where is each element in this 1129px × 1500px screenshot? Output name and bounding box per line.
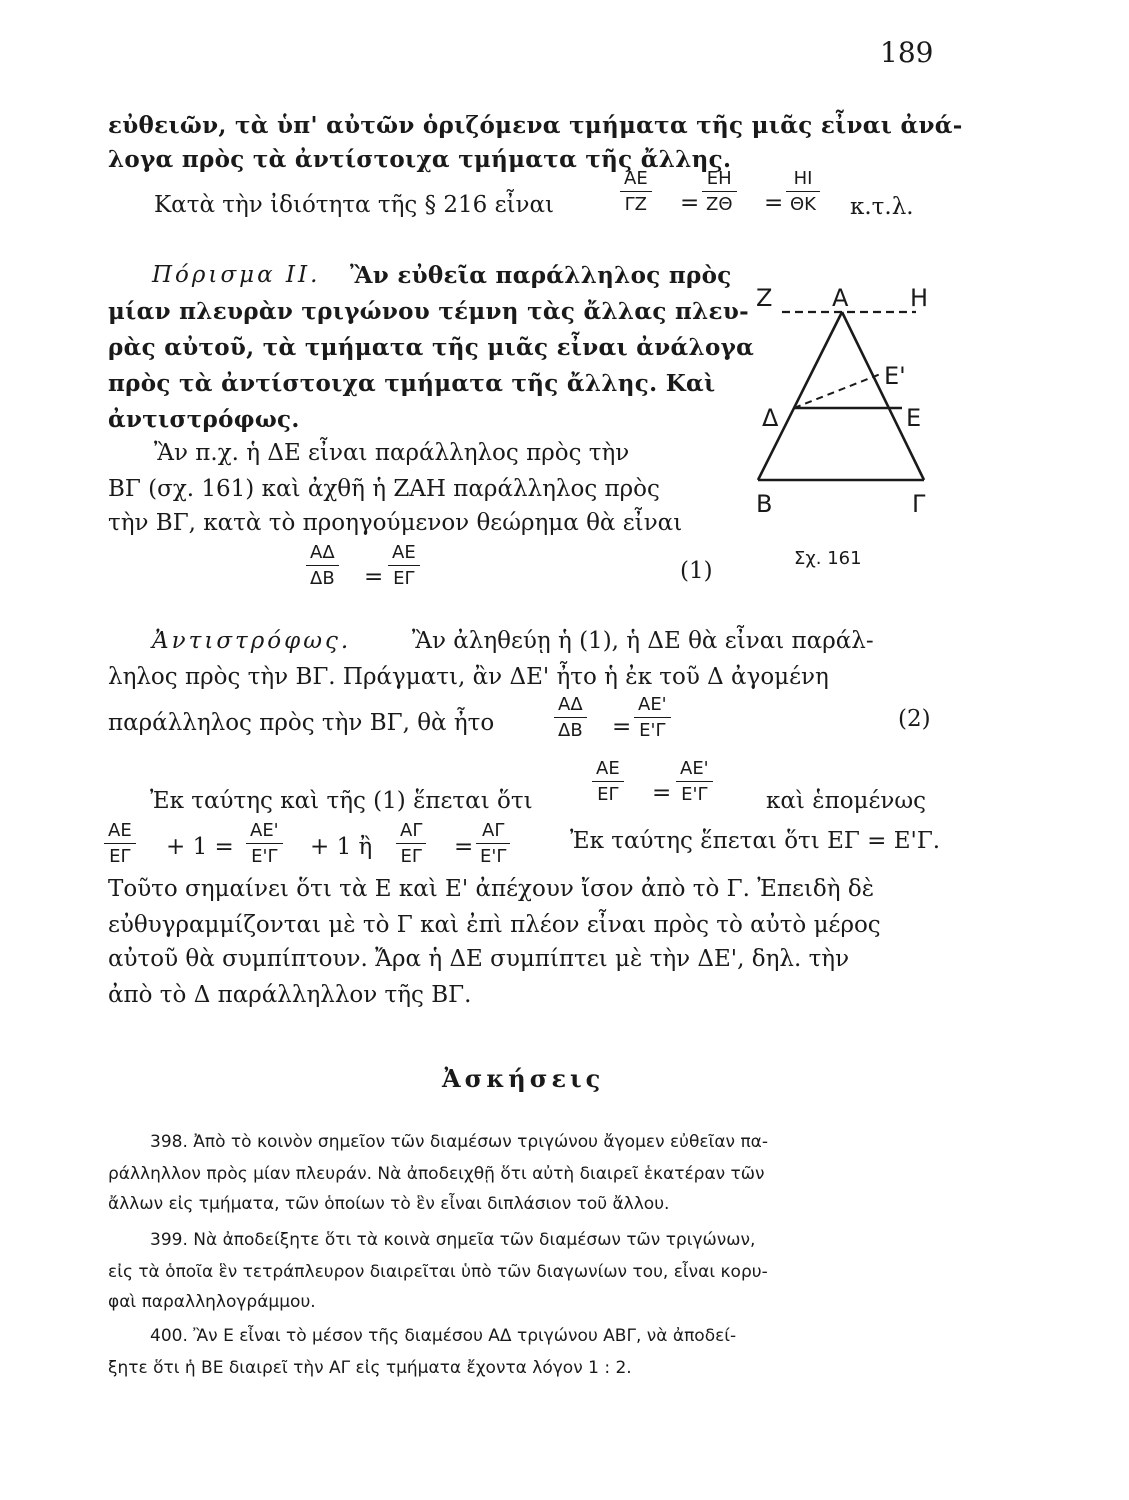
equals-sign: = bbox=[652, 780, 672, 806]
text-line: ἀπὸ τὸ Δ παράλληλλον τῆς ΒΓ. bbox=[108, 982, 472, 1008]
equation-number: (2) bbox=[898, 706, 931, 732]
point-label: Α bbox=[832, 284, 849, 312]
text-line: κ.τ.λ. bbox=[850, 194, 914, 220]
text-line: ρὰς αὐτοῦ, τὰ τμήματα τῆς μιᾶς εἶναι ἀνάλογα bbox=[108, 334, 755, 361]
exercise-line: ξητε ὅτι ἡ ΒΕ διαιρεῖ τὴν ΑΓ εἰς τμήματα ἔχοντα λόγον 1 : 2. bbox=[108, 1358, 632, 1378]
point-label: Δ bbox=[762, 404, 779, 432]
fraction: $\frac{A\Gamma}{E\Gamma}$ bbox=[396, 820, 426, 867]
side-ab bbox=[758, 312, 842, 480]
point-label: Γ bbox=[912, 490, 926, 518]
fraction: $\frac{AE}{E\Gamma}$ bbox=[592, 758, 624, 805]
triangle-figure bbox=[740, 280, 950, 520]
point-label: Ε' bbox=[884, 362, 906, 390]
exercise-line: ἄλλων εἰς τμήματα, τῶν ὁποίων τὸ ἓν εἶναι διπλάσιον τοῦ ἄλλου. bbox=[108, 1194, 670, 1214]
text-line: + 1 = bbox=[166, 834, 234, 860]
fraction: $\frac{AE'}{E'\Gamma}$ bbox=[246, 820, 283, 867]
equals-sign: = bbox=[612, 714, 632, 740]
page-number: 189 bbox=[880, 36, 934, 69]
text-line: Ἐκ ταύτης ἕπεται ὅτι ΕΓ = Ε'Γ. bbox=[570, 828, 941, 854]
text-line: πρὸς τὰ ἀντίστοιχα τμήματα τῆς ἄλλης. Καὶ bbox=[108, 370, 716, 397]
point-label: Ε bbox=[906, 404, 922, 432]
segment-de-prime bbox=[794, 373, 883, 408]
text-line: Ἐκ ταύτης καὶ τῆς (1) ἕπεται ὅτι bbox=[150, 788, 533, 814]
point-label: Ζ bbox=[756, 284, 773, 312]
fraction: $\frac{HI}{\Theta K}$ bbox=[786, 168, 820, 215]
text-line: Τοῦτο σημαίνει ὅτι τὰ Ε καὶ Ε' ἀπέχουν ἴσον ἀπὸ τὸ Γ. Ἐπειδὴ δὲ bbox=[108, 876, 875, 902]
exercise-line: 399. Νὰ ἀποδείξητε ὅτι τὰ κοινὰ σημεῖα τῶν διαμέσων τῶν τριγώνων, bbox=[150, 1230, 756, 1250]
antistrofos-label: Ἀντιστρόφως. bbox=[152, 628, 352, 654]
point-label: Β bbox=[756, 490, 773, 518]
text-line: Ἂν εὐθεῖα παράλληλος πρὸς bbox=[350, 262, 732, 289]
fraction: $\frac{AE}{\Gamma Z}$ bbox=[620, 168, 652, 215]
fraction: $\frac{A\Gamma}{E'\Gamma}$ bbox=[476, 820, 510, 867]
text-line: καὶ ἑπομένως bbox=[766, 788, 927, 814]
point-label: Η bbox=[910, 284, 929, 312]
text-line: ληλος πρὸς τὴν ΒΓ. Πράγματι, ἂν ΔΕ' ἦτο ἡ ἐκ τοῦ Δ ἀγομένη bbox=[108, 664, 829, 690]
text-line: λογα πρὸς τὰ ἀντίστοιχα τμήματα τῆς ἄλλης. bbox=[108, 146, 732, 173]
fraction: $\frac{A\Delta}{\Delta B}$ bbox=[554, 694, 587, 741]
text-line: μίαν πλευρὰν τριγώνου τέμνη τὰς ἄλλας πλευ- bbox=[108, 298, 749, 325]
text-line: τὴν ΒΓ, κατὰ τὸ προηγούμενον θεώρημα θὰ εἶναι bbox=[108, 510, 683, 536]
text-line: + 1 ἢ bbox=[310, 834, 373, 860]
fraction: $\frac{EH}{Z\Theta}$ bbox=[702, 168, 737, 215]
equals-sign: = bbox=[364, 564, 384, 590]
exercise-line: 400. Ἂν Ε εἶναι τὸ μέσον τῆς διαμέσου ΑΔ τριγώνου ΑΒΓ, νὰ ἀποδεί- bbox=[150, 1326, 737, 1346]
text-line: ἀντιστρόφως. bbox=[108, 406, 300, 433]
text-line: ΒΓ (σχ. 161) καὶ ἀχθῆ ἡ ΖΑΗ παράλληλος πρὸς bbox=[108, 476, 660, 502]
fraction: $\frac{AE'}{E'\Gamma}$ bbox=[634, 694, 671, 741]
text-line: παράλληλος πρὸς τὴν ΒΓ, θὰ ἦτο bbox=[108, 710, 495, 736]
equals-sign: = bbox=[764, 190, 784, 216]
equals-sign: = bbox=[680, 190, 700, 216]
text-line: εὐθειῶν, τὰ ὑπ' αὐτῶν ὁριζόμενα τμήματα τῆς μιᾶς εἶναι ἀνά- bbox=[108, 112, 963, 139]
equation-number: (1) bbox=[680, 558, 713, 584]
side-ag bbox=[842, 312, 924, 480]
fraction: $\frac{A\Delta}{\Delta B}$ bbox=[306, 542, 339, 589]
exercise-line: ράλληλλον πρὸς μίαν πλευράν. Νὰ ἀποδειχθῇ ὅτι αὐτὴ διαιρεῖ ἑκατέραν τῶν bbox=[108, 1164, 765, 1184]
text-line: Ἂν π.χ. ἡ ΔΕ εἶναι παράλληλος πρὸς τὴν bbox=[154, 440, 630, 466]
text-line: Ἂν ἀληθεύῃ ἡ (1), ἡ ΔΕ θὰ εἶναι παράλ- bbox=[412, 628, 874, 654]
equals-sign: = bbox=[454, 834, 474, 860]
text-line: αὐτοῦ θὰ συμπίπτουν. Ἄρα ἡ ΔΕ συμπίπτει μὲ τὴν ΔΕ', δηλ. τὴν bbox=[108, 946, 850, 972]
text-line: Κατὰ τὴν ἰδιότητα τῆς § 216 εἶναι bbox=[154, 192, 555, 218]
fraction: $\frac{AE'}{E'\Gamma}$ bbox=[676, 758, 713, 805]
exercise-line: φαὶ παραλληλογράμμου. bbox=[108, 1292, 316, 1312]
figure-caption: Σχ. 161 bbox=[794, 548, 862, 569]
exercise-line: εἰς τὰ ὁποῖα ἓν τετράπλευρον διαιρεῖται ὑπὸ τῶν διαγωνίων του, εἶναι κορυ- bbox=[108, 1262, 768, 1282]
exercises-heading: Ἀσκήσεις bbox=[442, 1064, 605, 1093]
text-line: εὐθυγραμμίζονται μὲ τὸ Γ καὶ ἐπὶ πλέον εἶναι πρὸς τὸ αὐτὸ μέρος bbox=[108, 912, 881, 938]
porisma-label: Πόρισμα ΙΙ. bbox=[152, 262, 321, 288]
fraction: $\frac{AE}{E\Gamma}$ bbox=[104, 820, 136, 867]
fraction: $\frac{AE}{E\Gamma}$ bbox=[388, 542, 420, 589]
exercise-line: 398. Ἀπὸ τὸ κοινὸν σημεῖον τῶν διαμέσων τριγώνου ἄγομεν εὐθεῖαν πα- bbox=[150, 1132, 769, 1152]
